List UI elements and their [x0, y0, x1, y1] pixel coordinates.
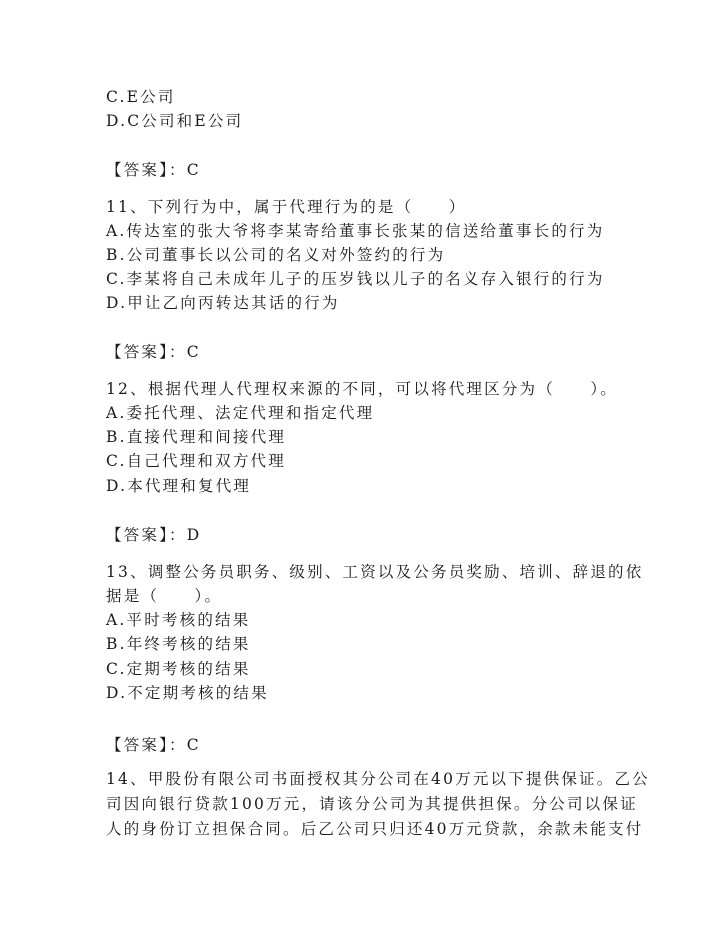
question-13-line-1: 13、调整公务员职务、级别、工资以及公务员奖励、培训、辞退的依: [106, 563, 644, 581]
question-11: 11、下列行为中，属于代理行为的是（ ）: [106, 198, 467, 216]
answer-q12: 【答案】：D: [106, 526, 202, 544]
option-b-q13: B.年终考核的结果: [106, 635, 251, 653]
option-b-q12: B.直接代理和间接代理: [106, 428, 287, 446]
answer-q11: 【答案】：C: [106, 343, 201, 361]
answer-q13: 【答案】：C: [106, 736, 201, 754]
answer-q10: 【答案】：C: [106, 161, 201, 179]
option-b-q11: B.公司董事长以公司的名义对外签约的行为: [106, 246, 446, 264]
option-d-q12: D.本代理和复代理: [106, 477, 252, 495]
question-14-line-3: 人的身份订立担保合同。后乙公司只归还40万元贷款，余款未能支付: [106, 820, 644, 838]
option-a-q11: A.传达室的张大爷将李某寄给董事长张某的信送给董事长的行为: [106, 222, 605, 240]
option-c-q11: C.李某将自己未成年儿子的压岁钱以儿子的名义存入银行的行为: [106, 270, 605, 288]
option-d-q10: D.C公司和E公司: [106, 112, 244, 130]
option-c-q13: C.定期考核的结果: [106, 660, 251, 678]
question-14-line-1: 14、甲股份有限公司书面授权其分公司在40万元以下提供保证。乙公: [106, 770, 650, 788]
question-13-line-2: 据是（ ）。: [106, 587, 223, 605]
option-a-q13: A.平时考核的结果: [106, 611, 251, 629]
question-12: 12、根据代理人代理权来源的不同，可以将代理区分为（ ）。: [106, 380, 618, 398]
question-14-line-2: 司因向银行贷款100万元，请该分公司为其提供担保。分公司以保证: [106, 795, 638, 813]
option-c-q10: C.E公司: [106, 88, 176, 106]
option-a-q12: A.委托代理、法定代理和指定代理: [106, 404, 375, 422]
option-d-q13: D.不定期考核的结果: [106, 684, 269, 702]
option-d-q11: D.甲让乙向丙转达其话的行为: [106, 294, 340, 312]
option-c-q12: C.自己代理和双方代理: [106, 452, 286, 470]
